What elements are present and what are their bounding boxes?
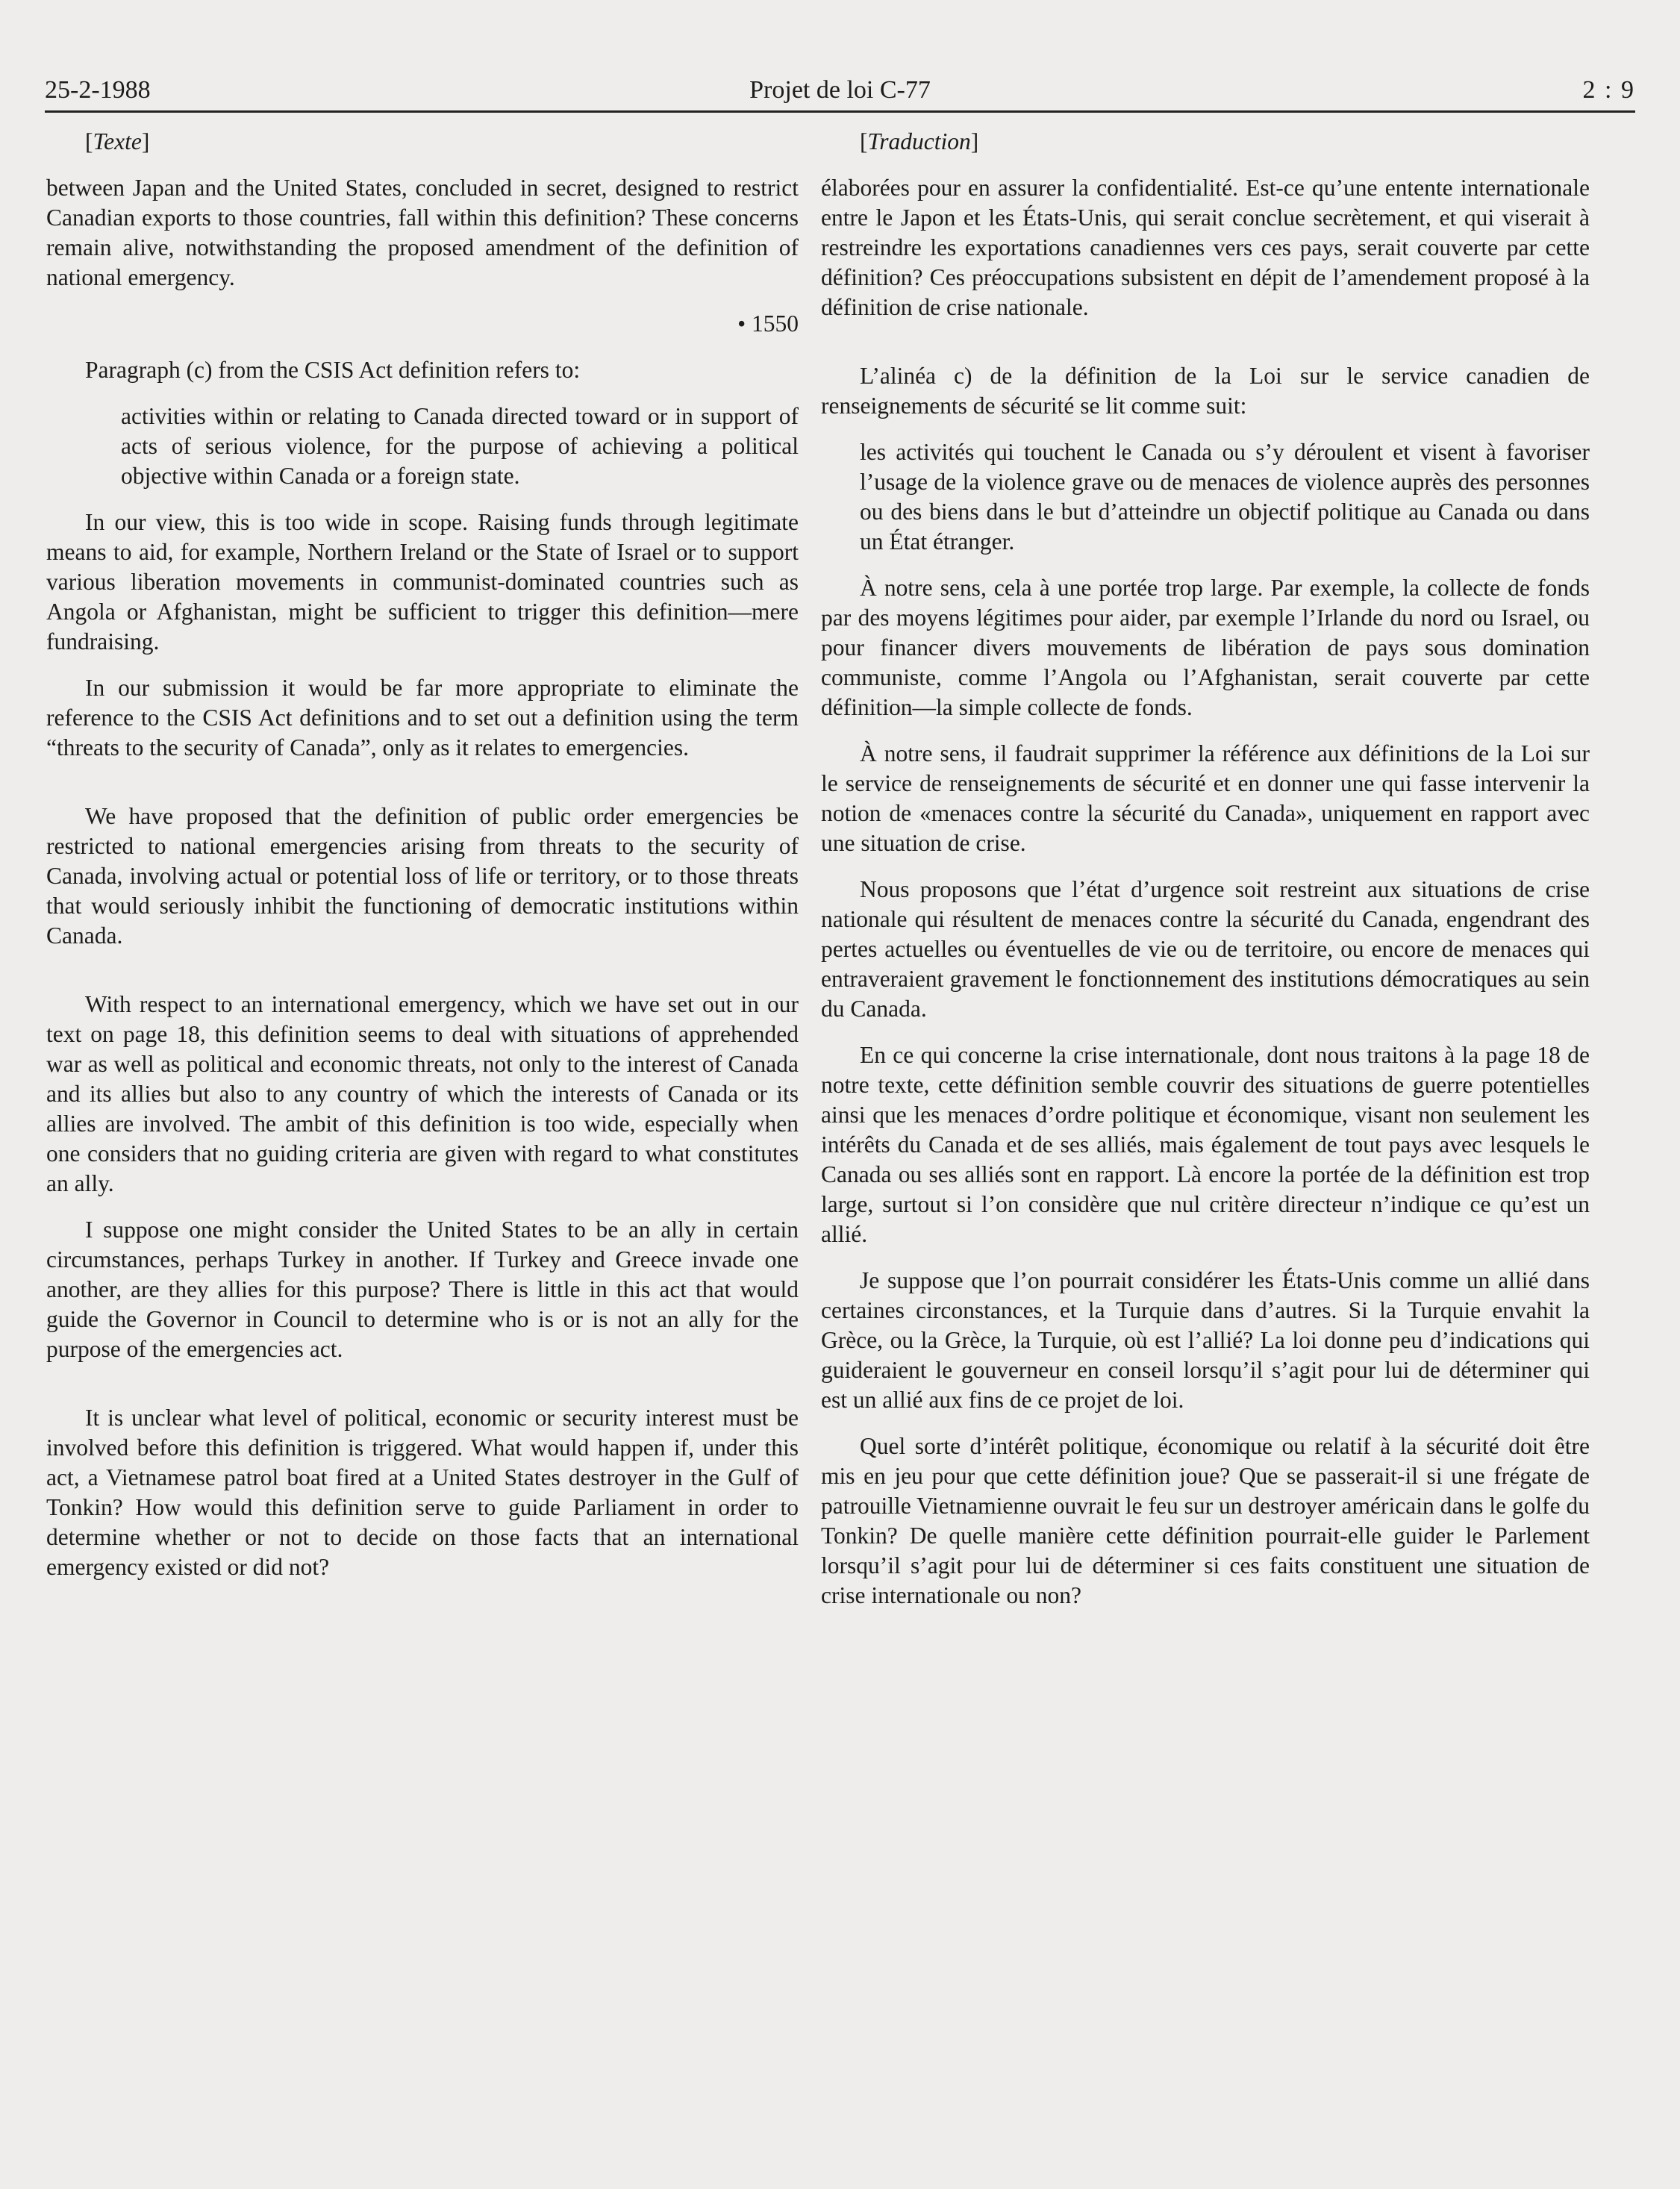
paragraph: between Japan and the United States, concluded in secret, designed to restrict Canadian exports to those countries, fall within this definition? These concerns remain alive, notwithstanding the proposed amendment of the definition of national emergency. — [46, 175, 799, 290]
french-column — [821, 127, 1590, 1627]
header-date: 25-2-1988 — [45, 76, 151, 104]
column-label-traduction: [Traduction] — [860, 128, 979, 154]
paragraph: En ce qui concerne la crise internationale, dont nous traitons à la page 18 de notre texte, cette définition semble couvrir des situations de guerre potentielles ainsi que les menaces d’ordre politique et économique, visant non seulement les intérêts du Canada et de ses alliés, mais également de tout pays avec lesquels le Canada ou ses alliés sont en rapport. Là encore la portée de la définition est trop large, surtout si l’on considère que nul critère directeur n’indique ce qu’est un allié. — [821, 1042, 1590, 1247]
paragraph: Quel sorte d’intérêt politique, économique ou relatif à la sécurité doit être mis en jeu pour que cette définition joue? Que se passerait-il si une frégate de patrouille Vietnamienne ouvrait le feu sur un destroyer américain dans le golfe du Tonkin? De quelle manière cette définition pourrait-elle guider le Parlement lorsqu’il s’agit pour lui de déterminer si ces faits constituent une situation de crise internationale ou non? — [821, 1433, 1590, 1608]
page-number: 2 : 9 — [1582, 76, 1635, 104]
english-column — [46, 127, 799, 1599]
paragraph: Nous proposons que l’état d’urgence soit restreint aux situations de crise nationale qui résultent de menaces contre la sécurité du Canada, engendrant des pertes actuelles ou éventuelles de vie ou de territoire, ou encore de menaces qui entraveraient gravement le fonctionnement des institutions démocratiques au sein du Canada. — [821, 876, 1590, 1022]
paragraph: Paragraph (c) from the CSIS Act definition refers to: — [85, 357, 581, 383]
quote-block: activities within or relating to Canada directed toward or in support of acts of serious violence, for the purpose of achieving a political objective within Canada or a foreign state. — [121, 403, 799, 489]
time-marker: • 1550 — [737, 310, 799, 337]
paragraph: It is unclear what level of political, economic or security interest must be involved before this definition is triggered. What would happen if, under this act, a Vietnamese patrol boat fired at a United States destroyer in the Gulf of Tonkin? How would this definition serve to guide Parliament in order to determine whether or not to decide on those facts that an international emergency existed or did not? — [46, 1405, 799, 1580]
paragraph: élaborées pour en assurer la confidentialité. Est-ce qu’une entente internationale entre le Japon et les États-Unis, qui serait conclue secrètement, et qui viserait à restreindre les exportations canadiennes vers ces pays, serait couverte par cette définition? Ces préoccupations subsistent en dépit de l’amendement proposé à la définition de crise nationale. — [821, 175, 1590, 320]
paragraph: Je suppose que l’on pourrait considérer les États-Unis comme un allié dans certaines circonstances, et la Turquie dans d’autres. Si la Turquie envahit la Grèce, ou la Grèce, la Turquie, où est l’allié? La loi donne peu d’indications qui guideraient le gouverneur en conseil lorsqu’il s’agit pour lui de déterminer qui est un allié aux fins de ce projet de loi. — [821, 1267, 1590, 1413]
paragraph: L’alinéa c) de la définition de la Loi sur le service canadien de renseignements de sécurité se lit comme suit: — [821, 363, 1590, 419]
paragraph: I suppose one might consider the United States to be an ally in certain circumstances, perhaps Turkey in another. If Turkey and Greece invade one another, are they allies for this purpose? There is little in this act that would guide the Governor in Council to determine who is or is not an ally for the purpose of the emergencies act. — [46, 1217, 799, 1362]
quote-block: les activités qui touchent le Canada ou s’y déroulent et visent à favoriser l’usage de la violence grave ou de menaces de violence auprès des personnes ou des biens dans le but d’atteindre un objectif politique au Canada ou dans un État étranger. — [860, 439, 1590, 555]
page-header — [45, 69, 1635, 113]
paragraph: In our view, this is too wide in scope. Raising funds through legitimate means to aid, for example, Northern Ireland or the State of Israel or to support various liberation movements in communist-dominated countries such as Angola or Afghanistan, might be sufficient to trigger this definition—mere fundraising. — [46, 509, 799, 655]
column-label-texte: [Texte] — [85, 128, 150, 154]
paragraph: À notre sens, il faudrait supprimer la référence aux définitions de la Loi sur le service de renseignements de sécurité et en donner une qui fasse intervenir la notion de «menaces contre la sécurité du Canada», uniquement en rapport avec une situation de crise. — [821, 740, 1590, 856]
header-title: Projet de loi C-77 — [749, 76, 931, 104]
paragraph: We have proposed that the definition of public order emergencies be restricted to national emergencies arising from threats to the security of Canada, involving actual or potential loss of life or territory, or to those threats that would seriously inhibit the functioning of democratic institutions within Canada. — [46, 803, 799, 949]
paragraph: In our submission it would be far more appropriate to eliminate the reference to the CSIS Act definitions and to set out a definition using the term “threats to the security of Canada”, only as it relates to emergencies. — [46, 675, 799, 761]
paragraph: À notre sens, cela à une portée trop large. Par exemple, la collecte de fonds par des moyens légitimes pour aider, par exemple l’Irlande du nord ou Israel, ou pour financer divers mouvements de libération de pays sous domination communiste, comme l’Angola ou l’Afghanistan, serait couverte par cette définition—la simple collecte de fonds. — [821, 575, 1590, 720]
paragraph: With respect to an international emergency, which we have set out in our text on page 18, this definition seems to deal with situations of apprehended war as well as political and economic threats, not only to the interest of Canada and its allies but also to any country of which the interests of Canada or its allies are involved. The ambit of this definition is too wide, especially when one considers that no guiding criteria are given with regard to what constitutes an ally. — [46, 991, 799, 1196]
